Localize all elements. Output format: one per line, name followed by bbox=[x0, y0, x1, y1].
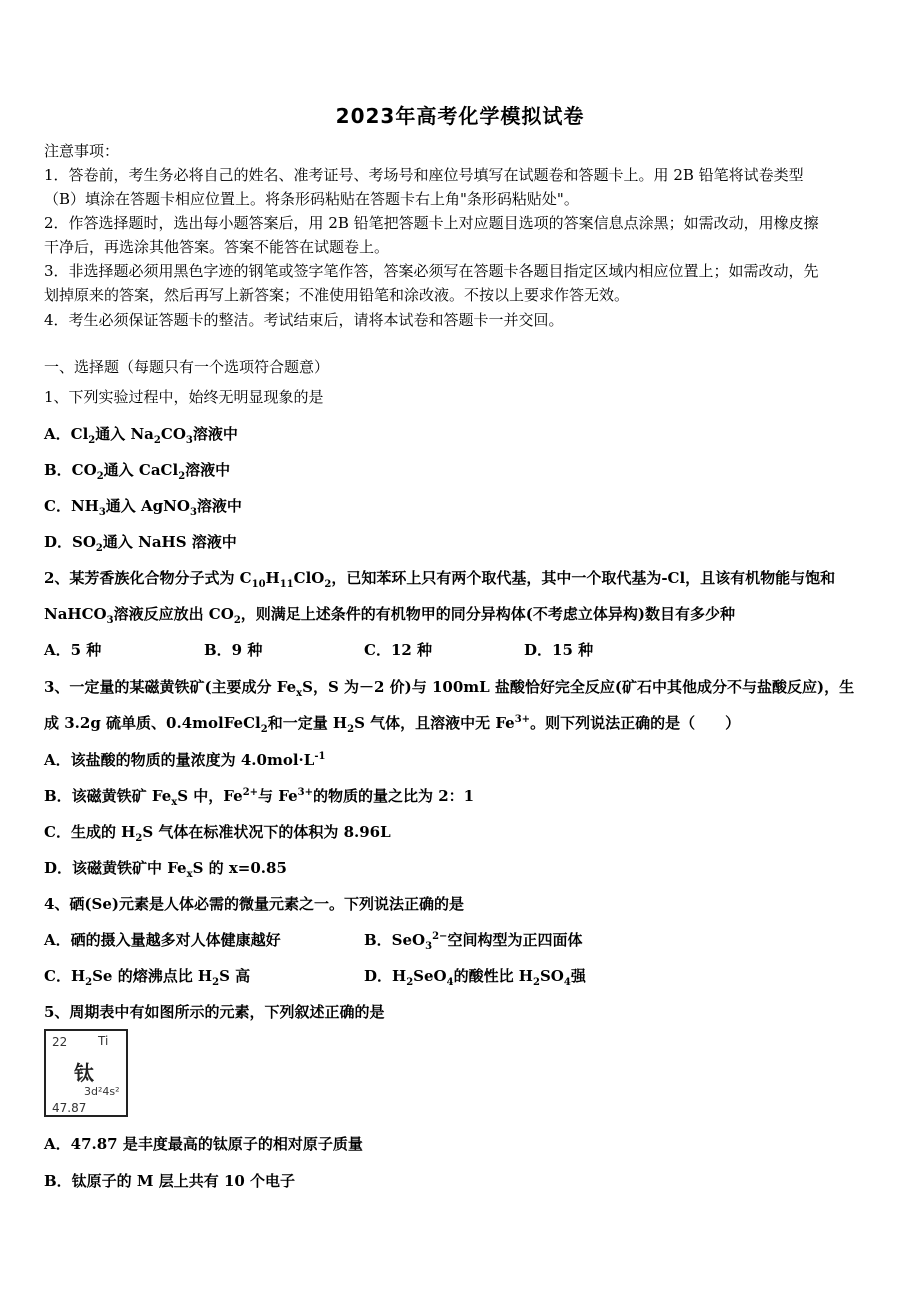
q4-option-b: B．SeO$_3^{2-}$空间构型为正四面体 bbox=[364, 931, 583, 952]
notice-line: （B）填涂在答题卡相应位置上。将条形码粘贴在答题卡右上角"条形码粘贴处"。 bbox=[44, 190, 579, 208]
notice-line: 干净后，再选涂其他答案。答案不能答在试题卷上。 bbox=[44, 238, 390, 256]
question-5-stem: 5、周期表中有如图所示的元素，下列叙述正确的是 bbox=[44, 1003, 385, 1021]
q5-option-a: A．47.87 是丰度最高的钛原子的相对原子质量 bbox=[44, 1135, 363, 1153]
q5-option-b: B．钛原子的 M 层上共有 10 个电子 bbox=[44, 1172, 296, 1190]
notice-heading: 注意事项： bbox=[44, 142, 120, 160]
element-name: 钛 bbox=[74, 1061, 94, 1085]
question-3-stem-cont: 成 3.2g 硫单质、0.4molFeCl$_2$和一定量 $H_2S$ 气体，且溶液中无 $Fe^{3+}$。则下列说法正确的是（ ） bbox=[44, 714, 741, 735]
page-title: 2023年高考化学模拟试卷 bbox=[335, 104, 585, 128]
q3-option-b: B．该磁黄铁矿 $Fe_xS$ 中，$Fe^{2+}$与 $Fe^{3+}$的物质的量之比为 2：1 bbox=[44, 787, 475, 808]
q4-option-a: A．硒的摄入量越多对人体健康越好 bbox=[44, 931, 281, 949]
question-4-stem: 4、硒(Se)元素是人体必需的微量元素之一。下列说法正确的是 bbox=[44, 895, 465, 913]
electron-config: 3d²4s² bbox=[84, 1085, 120, 1098]
question-3-stem: 3、一定量的某磁黄铁矿(主要成分 $Fe_xS$，S 为－2 价)与 100mL 盐酸恰好完全反应(矿石中其他成分不与盐酸反应)，生 bbox=[44, 678, 855, 699]
section-heading: 一、选择题（每题只有一个选项符合题意） bbox=[44, 358, 330, 376]
atomic-mass: 47.87 bbox=[52, 1101, 87, 1115]
q2-option-a: A．5 种 bbox=[44, 641, 102, 659]
atomic-number: 22 bbox=[52, 1035, 68, 1049]
q4-option-d: D．$H_2SeO_4$的酸性比 $H_2SO_4$强 bbox=[364, 967, 586, 988]
q1-option-d: D．$SO_2$通入 NaHS 溶液中 bbox=[44, 533, 237, 554]
element-symbol: Ti bbox=[98, 1034, 109, 1048]
notice-line: 2．作答选择题时，选出每小题答案后，用 2B 铅笔把答题卡上对应题目选项的答案信息点涂黑；如需改动，用橡皮擦 bbox=[44, 214, 819, 232]
question-1-stem: 1、下列实验过程中，始终无明显现象的是 bbox=[44, 388, 324, 406]
periodic-table-cell bbox=[44, 1029, 128, 1117]
question-2-stem: 2、某芳香族化合物分子式为 $C_{10}H_{11}ClO_2$，已知苯环上只有两个取代基，其中一个取代基为-Cl，且该有机物能与饱和 bbox=[44, 569, 836, 590]
q2-option-c: C．12 种 bbox=[364, 641, 433, 659]
q3-option-d: D．该磁黄铁矿中 $Fe_xS$ 的 x=0.85 bbox=[44, 859, 287, 880]
q2-option-d: D．15 种 bbox=[524, 641, 594, 659]
notice-line: 划掉原来的答案，然后再写上新答案；不准使用铅笔和涂改液。不按以上要求作答无效。 bbox=[44, 286, 630, 304]
notice-line: 1．答卷前，考生务必将自己的姓名、准考证号、考场号和座位号填写在试题卷和答题卡上。用 2B 铅笔将试卷类型 bbox=[44, 166, 804, 184]
q3-option-a: A．该盐酸的物质的量浓度为 $4.0mol\cdot L^{-1}$ bbox=[44, 751, 326, 769]
q1-option-c: C．$NH_3$通入 AgNO$_3$溶液中 bbox=[44, 497, 242, 518]
q2-option-b: B．9 种 bbox=[204, 641, 263, 659]
q4-option-c: C．$H_2Se$ 的熔沸点比 $H_2S$ 高 bbox=[44, 967, 251, 988]
question-2-stem-cont: NaHCO$_3$溶液反应放出 $CO_2$，则满足上述条件的有机物甲的同分异构体(不考虑立体异构)数目有多少种 bbox=[44, 605, 735, 626]
notice-line: 4．考生必须保证答题卡的整洁。考试结束后，请将本试卷和答题卡一并交回。 bbox=[44, 311, 564, 329]
q1-option-a: A．$Cl_2$通入 $Na_2CO_3$溶液中 bbox=[44, 425, 238, 446]
q3-option-c: C．生成的 $H_2S$ 气体在标准状况下的体积为 8.96L bbox=[44, 823, 391, 844]
notice-line: 3．非选择题必须用黑色字迹的钢笔或签字笔作答，答案必须写在答题卡各题目指定区域内相应位置上；如需改动，先 bbox=[44, 262, 819, 280]
q1-option-b: B．$CO_2$通入 CaCl$_2$溶液中 bbox=[44, 461, 231, 482]
